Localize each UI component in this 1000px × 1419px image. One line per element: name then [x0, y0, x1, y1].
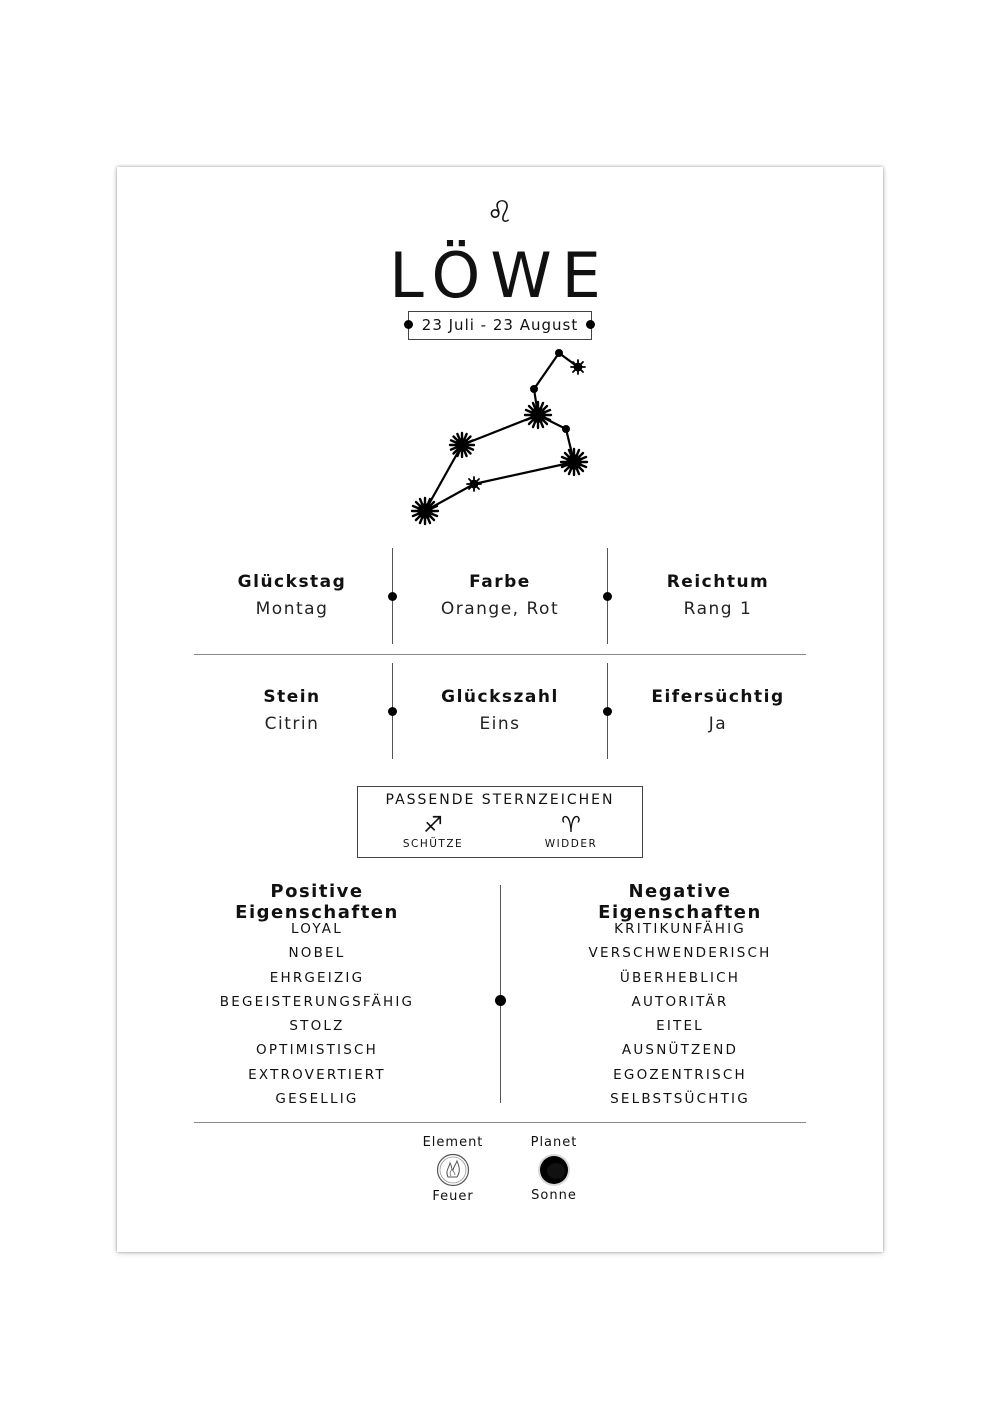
- traits-divider-dot: [495, 995, 506, 1006]
- page-title: LÖWE: [389, 239, 611, 312]
- traits-divider: [500, 885, 501, 1103]
- fact-label: Glückszahl: [441, 687, 559, 707]
- section-divider: [194, 1122, 806, 1123]
- fact-eifersuechtig: [618, 685, 818, 739]
- fact-farbe: [400, 570, 600, 624]
- section-divider: [194, 654, 806, 655]
- matching-sign-name: SCHÜTZE: [402, 838, 464, 850]
- date-dot-left: [404, 320, 413, 329]
- date-range: 23 Juli - 23 August: [421, 316, 579, 334]
- list-item: EGOZENTRISCH: [613, 1066, 747, 1083]
- list-item: LOYAL: [291, 921, 343, 937]
- leo-constellation-icon: [400, 340, 600, 540]
- list-item: VERSCHWENDERISCH: [588, 945, 772, 962]
- fact-label: Glückstag: [237, 572, 347, 592]
- planet-label: Planet: [530, 1135, 578, 1150]
- list-item: EXTROVERTIERT: [248, 1066, 386, 1083]
- aries-icon: ♈: [561, 813, 581, 838]
- negative-traits-title: Negative Eigenschaften: [598, 881, 762, 923]
- negative-traits-list: [550, 917, 810, 1111]
- list-item: NOBEL: [288, 945, 346, 962]
- matching-sign-name: WIDDER: [544, 838, 598, 850]
- fact-value: Rang 1: [683, 599, 753, 619]
- list-item: AUTORITÄR: [631, 993, 729, 1010]
- fact-label: Stein: [263, 687, 321, 707]
- positive-traits-title: Positive Eigenschaften: [235, 881, 399, 923]
- fact-divider-dot: [603, 592, 612, 601]
- list-item: SELBSTSÜCHTIG: [610, 1091, 750, 1108]
- list-item: GESELLIG: [275, 1091, 359, 1108]
- fact-stein: [192, 685, 392, 739]
- fact-value: Orange, Rot: [440, 599, 560, 619]
- fire-element-icon: [436, 1153, 470, 1187]
- fact-value: Montag: [255, 599, 329, 619]
- sun-planet-icon: [536, 1152, 572, 1188]
- fact-value: Eins: [479, 714, 521, 734]
- list-item: STOLZ: [289, 1018, 345, 1035]
- list-item: EITEL: [656, 1018, 704, 1035]
- matching-signs-title: PASSENDE STERNZEICHEN: [385, 792, 615, 808]
- element-value: Feuer: [432, 1189, 474, 1204]
- list-item: KRITIKUNFÄHIG: [614, 921, 746, 937]
- matching-signs-box: [357, 786, 643, 858]
- list-item: BEGEISTERUNGSFÄHIG: [219, 993, 415, 1010]
- fact-label: Reichtum: [666, 572, 770, 592]
- fact-divider-dot: [603, 707, 612, 716]
- date-dot-right: [586, 320, 595, 329]
- date-range-box: [408, 311, 592, 340]
- fact-label: Eifersüchtig: [651, 687, 785, 707]
- fact-label: Farbe: [469, 572, 531, 592]
- list-item: ÜBERHEBLICH: [619, 969, 741, 986]
- list-item: EHRGEIZIG: [269, 969, 365, 986]
- list-item: AUSNÜTZEND: [621, 1042, 739, 1059]
- fact-glueckszahl: [400, 685, 600, 739]
- list-item: OPTIMISTISCH: [256, 1042, 378, 1059]
- fact-reichtum: [618, 570, 818, 624]
- leo-glyph-icon: ♌: [486, 195, 514, 230]
- fact-glueckstag: [192, 570, 392, 624]
- planet-value: Sonne: [531, 1188, 577, 1203]
- fact-value: Citrin: [264, 714, 320, 734]
- fact-value: Ja: [708, 714, 728, 734]
- sagittarius-icon: ♐: [423, 813, 443, 838]
- element-label: Element: [422, 1135, 484, 1150]
- positive-traits-list: [187, 917, 447, 1111]
